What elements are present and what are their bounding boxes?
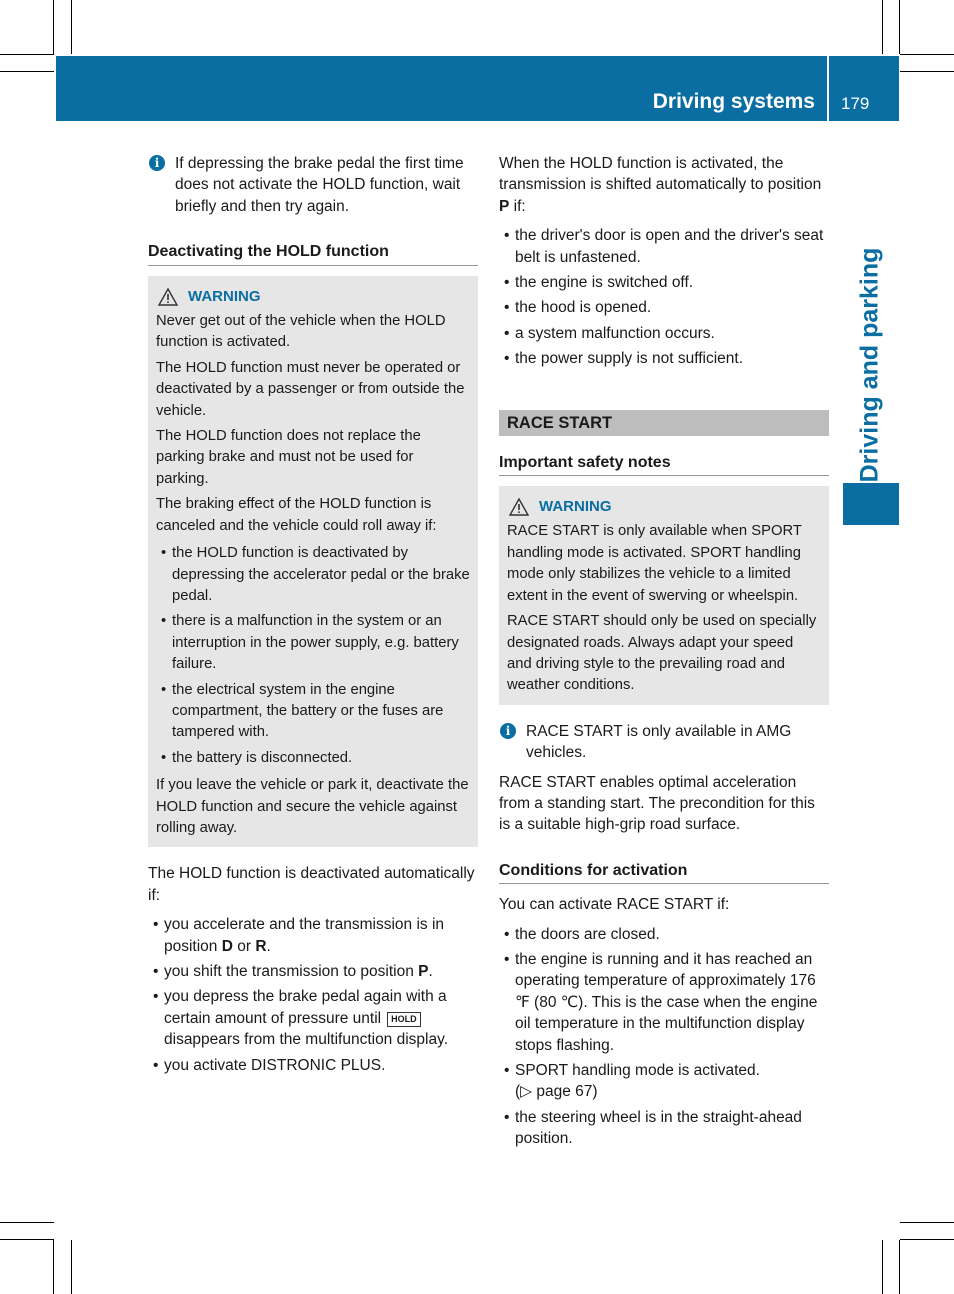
crop-mark xyxy=(71,0,72,54)
crop-mark xyxy=(0,54,54,55)
section-heading: Important safety notes xyxy=(499,452,829,476)
list-item: • the HOLD function is deactivated by depressing the accelerator pedal or the brake pedal. xyxy=(156,543,470,607)
text: you shift the transmission to position xyxy=(164,963,419,980)
list-item: • you activate DISTRONIC PLUS. xyxy=(148,1055,478,1076)
list-item: • the power supply is not sufficient. xyxy=(499,348,829,369)
warning-paragraph: RACE START is only available when SPORT handling mode is activated. SPORT handling mode only stabilizes the vehicle to a limited extent in the event of swerving or wheelspin. xyxy=(507,523,802,604)
info-text: RACE START is only available in AMG vehicles. xyxy=(526,722,792,762)
gear-label: P xyxy=(499,197,510,215)
warning-box xyxy=(499,486,829,705)
crop-mark xyxy=(53,0,54,54)
list-item: • the engine is running and it has reached an operating temperature of approximately 176 ℉ (80 ℃). This is the case when the engine oil temperature in the multifunction display stops flashing. xyxy=(499,949,829,1056)
list-item: • there is a malfunction in the system or an interruption in the power supply, e.g. battery failure. xyxy=(156,611,470,675)
side-tab xyxy=(843,483,899,525)
warning-triangle-icon xyxy=(509,498,529,516)
list-item: • the doors are closed. xyxy=(499,924,829,945)
crop-mark xyxy=(882,0,883,54)
warning-list xyxy=(156,543,470,769)
info-icon: i xyxy=(149,155,165,171)
crop-mark xyxy=(71,1240,72,1294)
warning-paragraph: The HOLD function does not replace the parking brake and must not be used for parking. xyxy=(156,428,421,487)
gear-label: R xyxy=(255,937,267,955)
race-start-heading: RACE START xyxy=(499,410,829,436)
list-item xyxy=(499,1060,829,1103)
list-item: • the hood is opened. xyxy=(499,297,829,318)
text: When the HOLD function is activated, the transmission is shifted automatically to position xyxy=(499,155,822,194)
warning-label: WARNING xyxy=(539,498,612,516)
text: SPORT handling mode is activated. xyxy=(515,1062,760,1079)
page-number: 179 xyxy=(841,94,870,113)
warning-paragraph: The HOLD function must never be operated or deactivated by a passenger or from outside the vehicle. xyxy=(156,359,465,419)
auto-deactivation-list xyxy=(148,914,478,1076)
crop-mark xyxy=(900,71,954,72)
paragraph: The HOLD function is deactivated automatically if: xyxy=(148,865,475,904)
list-item: • a system malfunction occurs. xyxy=(499,323,829,344)
text: you accelerate and the transmission is in position xyxy=(164,916,445,955)
paragraph xyxy=(499,153,829,217)
text: if: xyxy=(509,197,526,215)
header-bar xyxy=(56,56,899,121)
crop-mark xyxy=(899,1240,900,1294)
text: or xyxy=(232,937,256,955)
warning-paragraph: The braking effect of the HOLD function is canceled and the vehicle could roll away if: xyxy=(156,496,437,534)
crop-mark xyxy=(0,1239,54,1240)
paragraph: You can activate RACE START if: xyxy=(499,896,730,914)
crop-mark xyxy=(899,0,900,54)
info-note xyxy=(499,721,829,764)
list-item xyxy=(148,914,478,957)
text: disappears from the multifunction display. xyxy=(164,1031,449,1049)
text: . xyxy=(266,937,271,955)
warning-paragraph: Never get out of the vehicle when the HOLD function is activated. xyxy=(156,313,446,351)
list-item: • the battery is disconnected. xyxy=(156,748,470,769)
list-item xyxy=(148,986,478,1050)
warning-title xyxy=(156,286,470,307)
crop-mark xyxy=(53,1240,54,1294)
right-column xyxy=(499,153,829,1156)
gear-label: D xyxy=(221,937,233,955)
info-icon: i xyxy=(500,723,516,739)
crop-mark xyxy=(0,1222,54,1223)
section-heading: Deactivating the HOLD function xyxy=(148,241,478,265)
warning-title xyxy=(507,496,821,517)
list-item: • the engine is switched off. xyxy=(499,272,829,293)
left-column xyxy=(148,153,478,1082)
page-reference-link[interactable]: (▷ page 67) xyxy=(515,1083,598,1101)
gear-label: P xyxy=(418,963,429,980)
warning-triangle-icon xyxy=(158,288,178,306)
text: . xyxy=(428,963,433,980)
section-title: Driving systems xyxy=(652,90,815,113)
warning-label: WARNING xyxy=(188,287,261,305)
list-item: • the driver's door is open and the driver's seat belt is unfastened. xyxy=(499,225,829,268)
section-heading: Conditions for activation xyxy=(499,860,829,884)
crop-mark xyxy=(900,1239,954,1240)
warning-paragraph: If you leave the vehicle or park it, deactivate the HOLD function and secure the vehicle against rolling away. xyxy=(156,777,469,836)
crop-mark xyxy=(882,1240,883,1294)
crop-mark xyxy=(900,54,954,55)
conditions-list xyxy=(499,924,829,1150)
list-item: • the steering wheel is in the straight-ahead position. xyxy=(499,1107,829,1150)
crop-mark xyxy=(0,71,54,72)
text: you depress the brake pedal again with a certain amount of pressure until xyxy=(164,988,447,1027)
list-item xyxy=(148,961,478,982)
info-note xyxy=(148,153,478,217)
hold-display-symbol: HOLD xyxy=(387,1012,421,1027)
list-item: • the electrical system in the engine compartment, the battery or the fuses are tampered with. xyxy=(156,680,470,744)
warning-paragraph: RACE START should only be used on specially designated roads. Always adapt your speed and driving style to the prevailing road and weather conditions. xyxy=(507,613,817,694)
auto-shift-list xyxy=(499,225,829,369)
info-text: If depressing the brake pedal the first time does not activate the HOLD function, wait briefly and then try again. xyxy=(175,155,464,215)
warning-box xyxy=(148,276,478,848)
header-divider xyxy=(827,56,829,121)
side-tab-label: Driving and parking xyxy=(855,247,884,483)
paragraph: RACE START enables optimal acceleration from a standing start. The precondition for this is a suitable high-grip road surface. xyxy=(499,773,815,834)
crop-mark xyxy=(900,1222,954,1223)
